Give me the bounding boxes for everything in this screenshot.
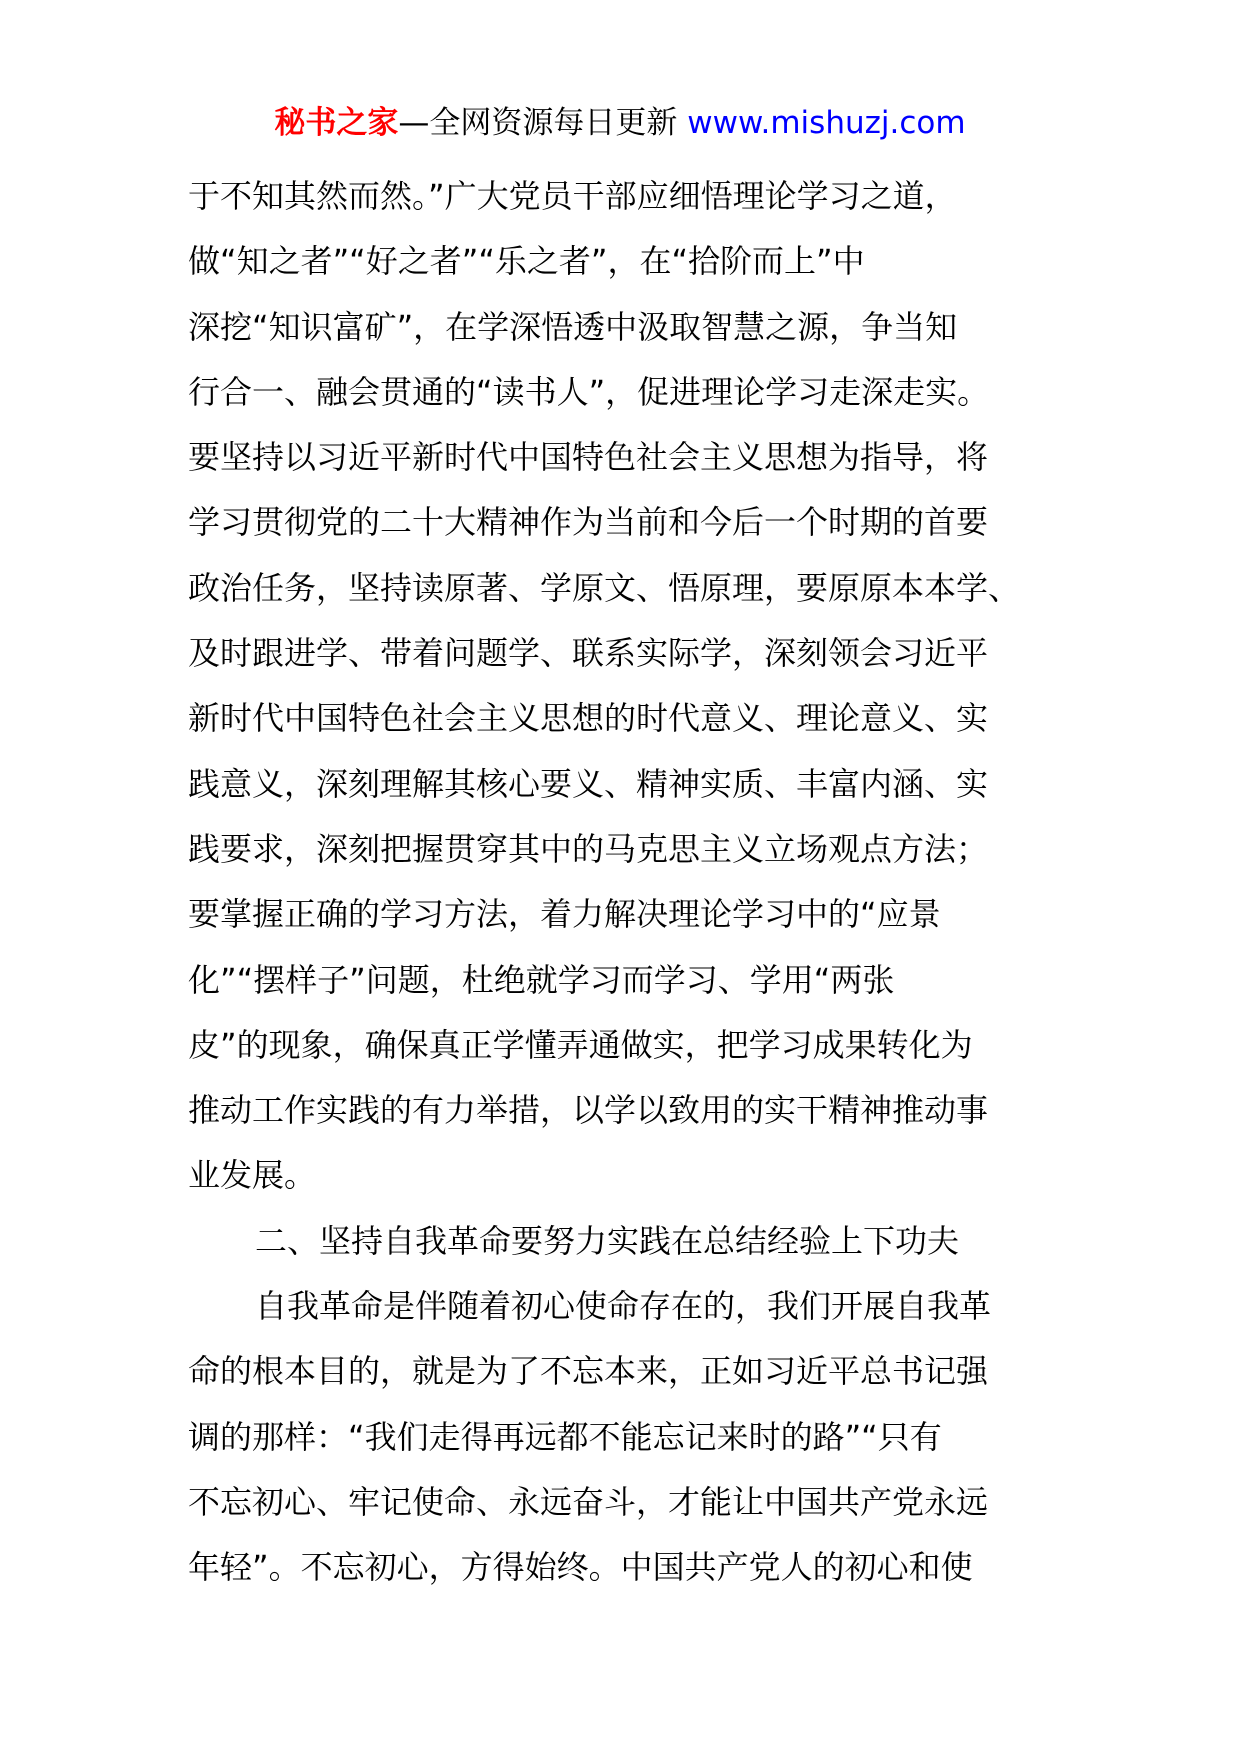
text-line: 年轻”。不忘初心，方得始终。中国共产党人的初心和使	[188, 1548, 973, 1587]
text-line: 要坚持以习近平新时代中国特色社会主义思想为指导，将	[188, 438, 989, 477]
text-line: 行合一、融会贯通的“读书人”，促进理论学习走深走实。	[188, 372, 990, 411]
brand-name: 秘书之家	[274, 105, 399, 141]
text-line: 做“知之者”“好之者”“乐之者”，在“拾阶而上”中	[188, 242, 865, 281]
text-line: 政治任务，坚持读原著、学原文、悟原理，要原原本本学、	[188, 568, 1021, 607]
text-line: 自我革命是伴随着初心使命存在的，我们开展自我革	[255, 1287, 992, 1326]
text-line: 及时跟进学、带着问题学、联系实际学，深刻领会习近平	[188, 634, 989, 673]
text-line: 化”“摆样子”问题，杜绝就学习而学习、学用“两张	[188, 960, 895, 999]
text-line: 要掌握正确的学习方法，着力解决理论学习中的“应景	[188, 895, 941, 934]
text-line: 皮”的现象，确保真正学懂弄通做实，把学习成果转化为	[188, 1025, 973, 1064]
text-line: 学习贯彻党的二十大精神作为当前和今后一个时期的首要	[188, 503, 989, 542]
text-line: 命的根本目的，就是为了不忘本来，正如习近平总书记强	[188, 1352, 989, 1391]
text-line: 调的那样：“我们走得再远都不能忘记来时的路”“只有	[188, 1417, 942, 1456]
header-tagline: —全网资源每日更新	[398, 105, 678, 141]
page-header	[0, 100, 1240, 146]
document-body	[188, 164, 1058, 1601]
text-line: 践意义，深刻理解其核心要义、精神实质、丰富内涵、实	[188, 764, 989, 803]
text-line: 推动工作实践的有力举措，以学以致用的实干精神推动事	[188, 1091, 989, 1130]
text-line: 不忘初心、牢记使命、永远奋斗，才能让中国共产党永远	[188, 1482, 989, 1521]
text-line: 践要求，深刻把握贯穿其中的马克思主义立场观点方法；	[188, 829, 989, 868]
text-line: 业发展。	[188, 1156, 317, 1195]
text-line: 新时代中国特色社会主义思想的时代意义、理论意义、实	[188, 699, 989, 738]
section-heading: 二、坚持自我革命要努力实践在总结经验上下功夫	[255, 1221, 960, 1260]
website-link[interactable]: www.mishuzj.com	[687, 105, 966, 141]
text-line: 于不知其然而然。”广大党员干部应细悟理论学习之道，	[188, 177, 957, 215]
text-line: 深挖“知识富矿”，在学深悟透中汲取智慧之源，争当知	[188, 307, 958, 346]
